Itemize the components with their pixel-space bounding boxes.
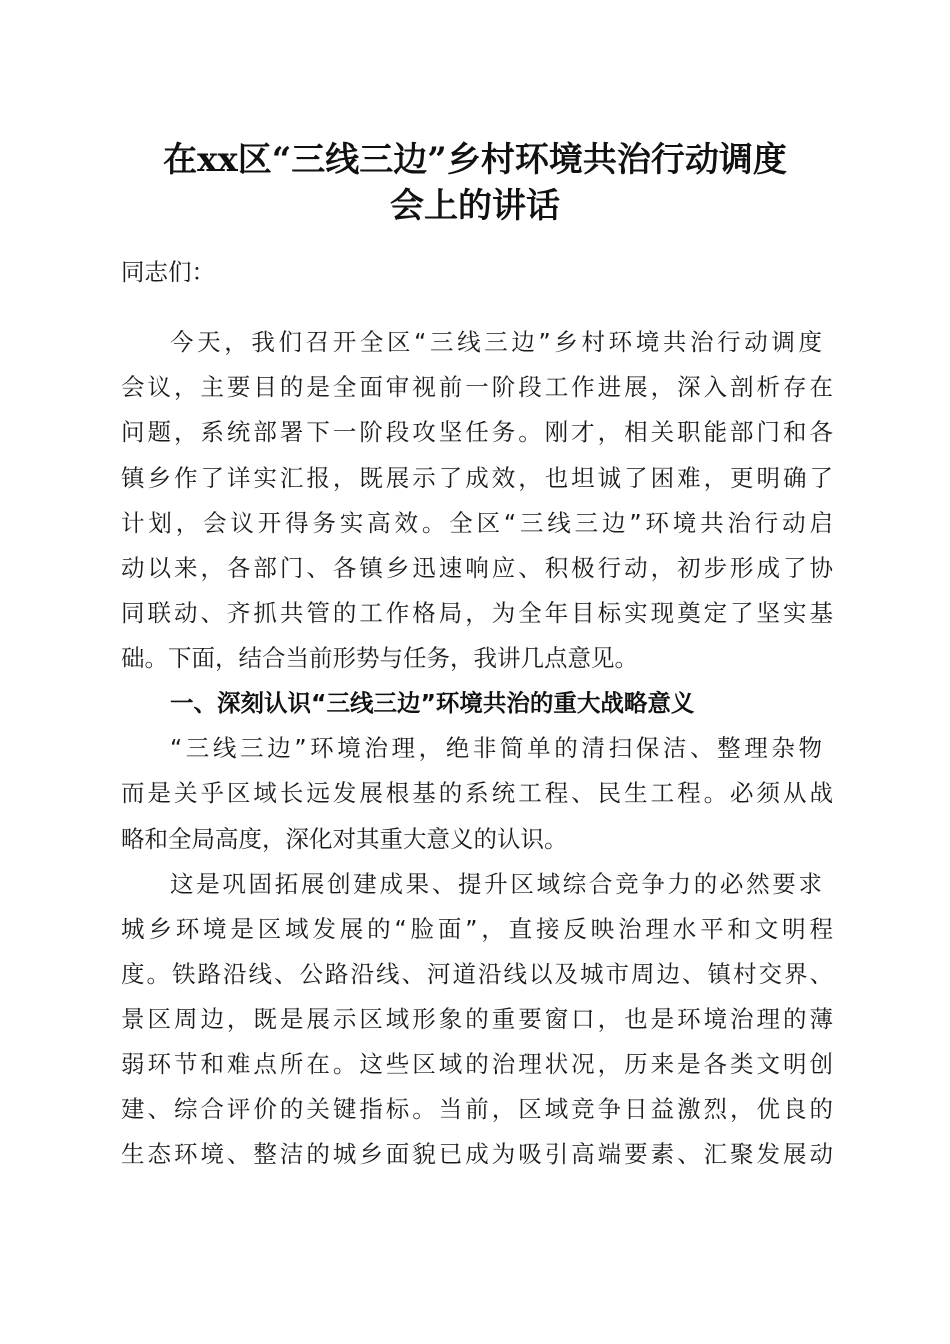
paragraph-line: 生态环境、整洁的城乡面貌已成为吸引高端要素、汇聚发展动 [121, 1140, 833, 1168]
paragraph-line: 建、综合评价的关键指标。当前，区域竞争日益激烈，优良的 [121, 1095, 833, 1123]
paragraph-line: “三线三边”环境治理，绝非简单的清扫保洁、整理杂物 [170, 734, 822, 762]
paragraph-line: 会议，主要目的是全面审视前一阶段工作进展，深入剖析存在 [121, 373, 833, 401]
paragraph-line: 弱环节和难点所在。这些区域的治理状况，历来是各类文明创 [121, 1050, 833, 1078]
paragraph-line: 景区周边，既是展示区域形象的重要窗口，也是环境治理的薄 [121, 1005, 833, 1033]
paragraph-line: 问题，系统部署下一阶段攻坚任务。刚才，相关职能部门和各 [121, 418, 833, 446]
salutation: 同志们： [121, 258, 215, 286]
paragraph-line: 动以来，各部门、各镇乡迅速响应、积极行动，初步形成了协 [121, 554, 833, 582]
paragraph-line: 础。下面，结合当前形势与任务，我讲几点意见。 [121, 644, 638, 672]
paragraph-line: 度。铁路沿线、公路沿线、河道沿线以及城市周边、镇村交界、 [121, 960, 833, 988]
paragraph-line: 而是关乎区域长远发展根基的系统工程、民生工程。必须从战 [121, 779, 833, 807]
paragraph-line: 同联动、齐抓共管的工作格局，为全年目标实现奠定了坚实基 [121, 599, 833, 627]
paragraph-line: 计划，会议开得务实高效。全区“三线三边”环境共治行动启 [121, 509, 833, 537]
title-line-2: 会上的讲话 [390, 186, 560, 226]
section-heading: 一、深刻认识“三线三边”环境共治的重大战略意义 [170, 689, 695, 717]
paragraph-line: 镇乡作了详实汇报，既展示了成效，也坦诚了困难，更明确了 [121, 464, 833, 492]
paragraph-line: 今天，我们召开全区“三线三边”乡村环境共治行动调度 [170, 328, 822, 356]
paragraph-line: 略和全局高度，深化对其重大意义的认识。 [121, 825, 568, 853]
paragraph-line: 这是巩固拓展创建成果、提升区域综合竞争力的必然要求 [170, 870, 822, 898]
title-line-1: 在xx区“三线三边”乡村环境共治行动调度 [163, 140, 787, 180]
paragraph-line: 城乡环境是区域发展的“脸面”，直接反映治理水平和文明程 [121, 915, 833, 943]
